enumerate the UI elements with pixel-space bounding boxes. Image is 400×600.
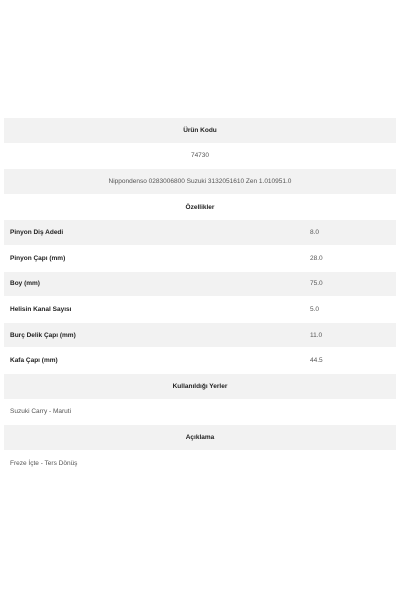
usage-header: Kullanıldığı Yerler [172, 382, 228, 390]
feature-row [4, 323, 396, 349]
product-references: Nippondenso 0283006800 Suzuki 3132051610 Zen 1.010951.0 [108, 177, 292, 185]
description-text: Freze İçte - Ters Dönüş [10, 459, 78, 467]
product-code-row [4, 144, 396, 170]
usage-text: Suzuki Carry - Maruti [10, 408, 72, 416]
description-header: Açıklama [185, 433, 215, 441]
features-header-row [4, 195, 396, 221]
product-code: 74730 [190, 152, 210, 160]
feature-value: 28.0 [310, 254, 323, 262]
feature-name: Helisin Kanal Sayısı [10, 305, 72, 313]
description-header-row [4, 425, 396, 451]
feature-value: 8.0 [310, 229, 320, 237]
feature-value: 5.0 [310, 305, 320, 313]
usage-row [4, 400, 396, 426]
product-code-header-row [4, 118, 396, 144]
usage-header-row [4, 374, 396, 400]
feature-name: Burç Delik Çapı (mm) [10, 331, 76, 339]
feature-row [4, 348, 396, 374]
feature-name: Pinyon Diş Adedi [10, 229, 64, 237]
feature-value: 11.0 [310, 331, 323, 339]
product-references-row [4, 169, 396, 195]
feature-row [4, 246, 396, 272]
feature-row [4, 297, 396, 323]
product-spec-table [4, 118, 396, 476]
feature-name: Kafa Çapı (mm) [10, 357, 58, 365]
feature-value: 75.0 [310, 280, 323, 288]
feature-name: Boy (mm) [10, 280, 40, 288]
product-code-header: Ürün Kodu [183, 126, 217, 134]
description-row [4, 451, 396, 477]
feature-row [4, 272, 396, 298]
features-header: Özellikler [185, 203, 215, 211]
feature-value: 44.5 [310, 357, 323, 365]
feature-name: Pinyon Çapı (mm) [10, 254, 66, 262]
feature-row [4, 220, 396, 246]
